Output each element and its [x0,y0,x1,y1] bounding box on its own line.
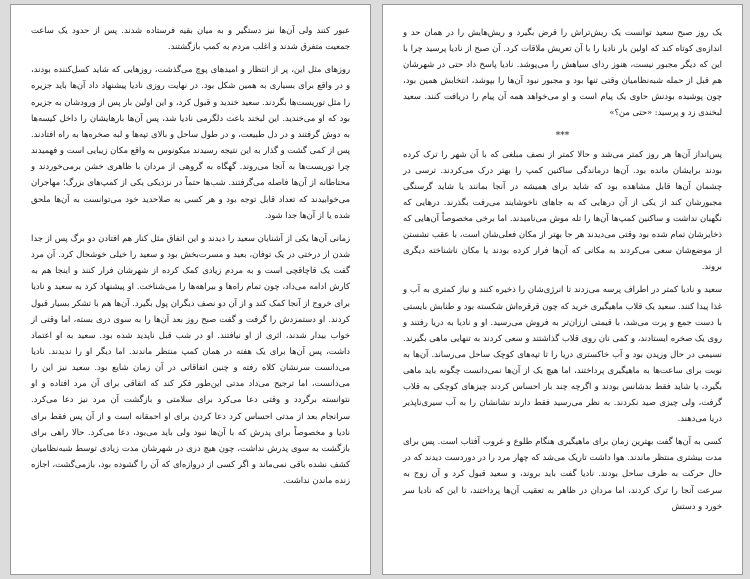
paragraph: زمانی آن‌ها یکی از آشنایان سعید را دیدند و این اتفاق مثل کنار هم افتادن دو برگ پس از جدا شدن از درختی در یک توفان، بعید و مسرت‌بخش بود و سعید را خیلی خوشحال کرد. آن مرد گفت یک قاچاقچی است و به مردم زیادی کمک کرده از شهرشان فرار کنند و اینجا هم به کارش ادامه می‌داد، چون تمام راه‌ها و بیراهه‌ها را می‌شناخت. او پیشنهاد کرد به سعید و نادیا برای خروج از آنجا کمک کند و از آن دو نصف دیگران پول بگیرد. آن‌ها هم با تشکر بسیار قبول کردند. او دستمزدش را گرفت و گفت صبح روز بعد آن‌ها را به سوی دری بسته، اما وقتی از خواب بیدار شدند، اثری از او نیافتند. او در شب قبل ناپدید شده بود. سعید به او اعتماد داشت، پس آن‌ها برای یک هفته در همان کمپ منتظر ماندند. اما دیگر او را ندیدند. نادیا می‌دانست سرنشان کلاه رفته و چنین اتفاقاتی در آن زمان شایع بود. سعید نیز این را می‌دانست، اما ترجیح می‌داد مدتی این‌طور فکر کند که اتفاقی برای آن مرد افتاده و او نتوانسته برگردد و وقتی دعا می‌کرد برای سلامتی و بازگشت آن مرد نیز دعا می‌کرد. سرانجام بعد از مدتی احساس کرد دعا کردن برای او احمقانه است و از آن پس فقط برای نادیا و مخصوصاً برای پدرش که با آن‌ها نبود ولی باید می‌بود، دعا می‌کرد. حالا راهی برای بازگشت به سوی پدرش نداشت، چون هیچ دری در شهرشان مدت زیادی توسط شبه‌نظامیان کشف نشده باقی نمی‌ماند و اگر کسی از دروازه‌ای که آن را گشوده بود، بازمی‌گشت، اجازه زنده ماندن نداشت. [31,232,350,486]
paragraph: سعید و نادیا کمتر در اطراف پرسه می‌زدند تا انرژی‌شان را ذخیره کنند و نیاز کمتری به آب و غذا پیدا کنند. سعید یک قلاب ماهیگیری خرید که چون قرقره‌اش شکسته بود و طنابش بایستی با دست جمع و پرت می‌شد، با قیمتی ارزان‌تر به فروش می‌رسید. او و نادیا به دریا رفتند و روی یک صخره ایستادند، و کمی نان روی قلاب گذاشتند و سعی کردند به تنهایی ماهی بگیرند. نسیمی در حال وزیدن بود و آب خاکستری دریا را تا تپه‌های کوچک ساحل می‌رساند. آن‌ها به نوبت برای ساعت‌ها به ماهیگیری پرداختند، اما هیچ یک از آن‌ها نمی‌دانست چگونه باید ماهی بگیرد، یا شاید فقط بدشانس بودند و اگرچه چند بار احساس کردند چیزهای کوچکی به قلاب گرفت، ولی چیزی صید نکردند. به نظر می‌رسید فقط دارند نشانشان را به آب سیری‌ناپذیر دریا می‌دهند. [403,284,722,424]
paragraph: پس‌انداز آن‌ها هر روز کمتر می‌شد و حالا کمتر از نصف مبلغی که با آن شهر را ترک کرده بودند برایشان مانده بود. آن‌ها درماندگی ساکنین کمپ را بهتر درک می‌کردند. ترسی در چشمان آن‌ها قابل مشاهده بود که شاید برای همیشه در آنجا بمانند یا شاید گرسنگی مجبورشان کند از یکی از آن درهایی که به جاهای ناخوشایند می‌رفت بگذرند. درهایی که نگهبان نداشت و ساکنین کمپ‌ها آن‌ها را تله موش می‌نامیدند. اما برخی مخصوصاً آن‌هایی که ذخایرشان تمام شده بود وقتی می‌دیدند هر جا بهتر از مکان فعلی‌شان است، با عقب نشستن از موضع‌شان سعی می‌کردند به مکانی که آن‌ها فرار کرده بودند یا مکان ناشناخته دیگری بروند. [403,148,722,272]
left-page-text [31,22,350,495]
section-separator: *** [555,130,570,141]
paragraph: عبور کنند ولی آن‌ها نیز دستگیر و به میان بقیه فرستاده شدند. پس از حدود یک ساعت جمعیت متفرق شدند و اغلب مردم به کمپ بازگشتند. [31,25,350,52]
left-page [10,4,371,575]
right-page-text [403,24,722,521]
paragraph: یک روز صبح سعید توانست یک ریش‌تراش را قرض بگیرد و ریش‌هایش را در همان حد و اندازه‌ی کوتاه کند که اولین بار ناديا را با آن تعریش ملاقات کرد. آن صبح از نادیا پرسید چرا با این که دیگر مجبور نیست، هنوز ردای سیاهش را می‌پوشد. نادیا پاسخ داد حتی در شهرشان هم قبل از حمله شبه‌نظامیان وقتی تنها بود و مجبور نبود آن‌ها را بپوشد، انتخابش همین بود، چون پوشیده بودنش حاوی یک پیام است و او می‌خواهد همه آن پیام را دریافت کنند. سعید لبخندی زد و پرسید: «حتی من؟» [403,27,722,118]
right-page [382,4,743,575]
paragraph: کسی به آن‌ها گفت بهترین زمان برای ماهیگیری هنگام طلوع و غروب آفتاب است. پس برای مدت بیشتری منتظر ماندند. هوا داشت تاریک می‌شد که چهار مرد را در دوردست دیدند که در حال حرکت به طرف ساحل بودند. نادیا گفت باید بروند، و سعید قبول کرد و آن زوج به سرعت آنجا را ترک کردند، اما مردان در ظاهر به تعقیب آن‌ها پرداختند، تا این که نادیا سر خورد و دستش [403,436,722,511]
paragraph: روزهای مثل این، پر از انتظار و امیدهای پوچ می‌گذشت، روزهایی که شاید کسل‌کننده بودند، و در واقع برای بسیاری به همین شکل بود. در نهایت روزی نادیا پیشنهاد داد آن‌ها باید جزیره را مثل توریست‌ها بگردند. سعید خندید و قبول کرد، و این اولین بار پس از ورودشان به جزیره بود که او می‌خندید. این لبخند باعث دلگرمی نادیا شد، پس آن‌ها بارهایشان را داخل کیسه‌ها به دوش گرفتند و در دل طبیعت، و در طول ساحل و بالای تپه‌ها و لبه صخره‌ها به راه افتادند. پس از کمی گشت و گذار به این نتیجه رسیدند میکونوس به واقع مکان زیبایی است و فهمیدند چرا توریست‌ها به آنجا می‌روند. گهگاه به گروهی از مردان با ظاهری خشن برمی‌خوردند و محتاطانه از آن‌ها فاصله می‌گرفتند. شب‌ها حتماً در نزدیکی یکی از کمپ‌های بزرگ؛ مهاجران می‌خوابیدند که تعداد قابل توجه بود و هر کسی به صلاحدید خود می‌توانست به آن‌ها ملحق شده یا از آن‌ها جدا شود. [31,64,350,220]
